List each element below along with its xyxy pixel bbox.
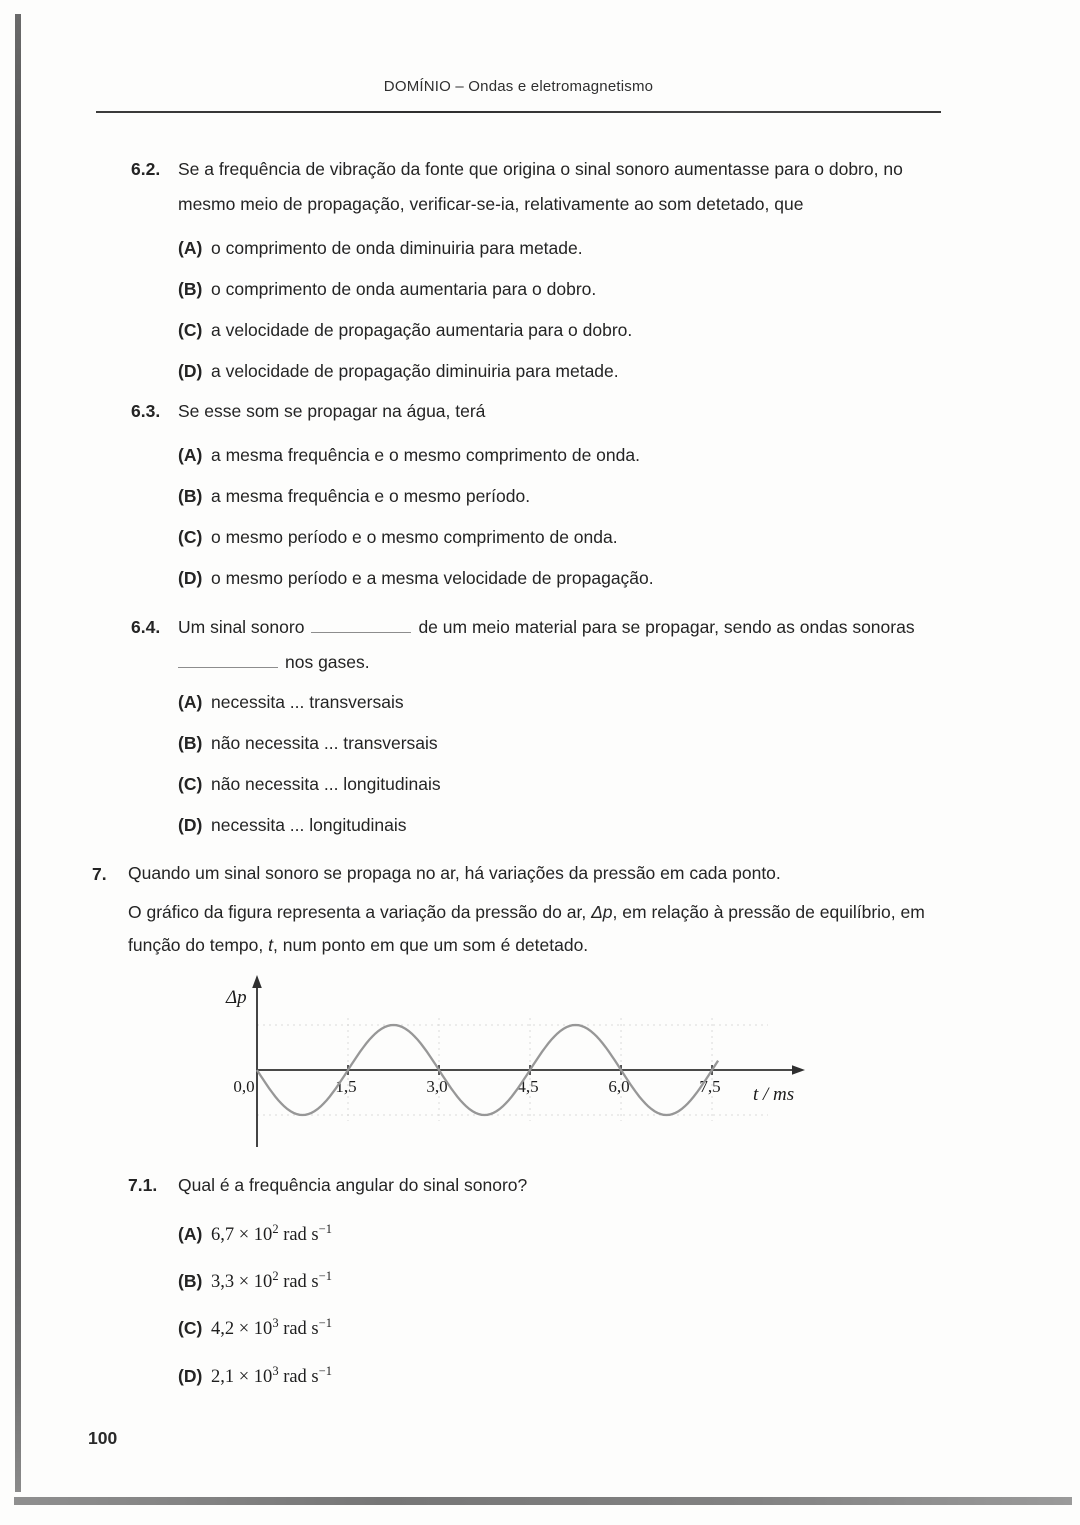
options-list — [178, 236, 947, 383]
option-letter: (B) — [178, 279, 203, 299]
question-number: 7. — [92, 864, 107, 884]
option-a — [178, 236, 947, 260]
option-text: o comprimento de onda aumentaria para o dobro. — [211, 279, 597, 299]
unit-exponent: −1 — [318, 1269, 332, 1284]
unit-exponent: −1 — [318, 1316, 332, 1331]
option-d — [178, 359, 947, 383]
scan-edge-left — [15, 14, 21, 1492]
option-value — [211, 1269, 332, 1293]
header-rule — [96, 111, 941, 113]
question-text: Qual é a frequência angular do sinal sonoro? — [178, 1175, 528, 1195]
stem-text: nos gases. — [285, 652, 370, 672]
option-value — [211, 1222, 332, 1246]
option-letter: (B) — [178, 733, 203, 753]
option-letter: (C) — [178, 1318, 203, 1339]
option-letter: (D) — [178, 1365, 203, 1386]
paragraph-text: , em relação à pressão de equilíbrio, em função do tempo, — [128, 902, 925, 955]
question-number: 6.2. — [131, 159, 161, 179]
svg-text:1,5: 1,5 — [335, 1077, 357, 1096]
option-text: necessita ... longitudinais — [211, 815, 407, 835]
unit-exponent: −1 — [318, 1222, 332, 1236]
option-d — [178, 566, 947, 590]
option-b — [178, 484, 947, 508]
paragraph-text: O gráfico da figura representa a variação da pressão do ar, — [128, 902, 592, 922]
option-d — [178, 813, 947, 837]
option-text: necessita ... transversais — [211, 692, 404, 712]
unit-exponent: −1 — [318, 1363, 332, 1378]
option-letter: (A) — [178, 1224, 203, 1245]
option-text: o mesmo período e o mesmo comprimento de onda. — [211, 527, 618, 547]
question-number: 6.4. — [131, 617, 161, 637]
svg-text:0,0: 0,0 — [233, 1077, 255, 1096]
option-text: a velocidade de propagação aumentaria para o dobro. — [211, 320, 633, 340]
question-7-1 — [128, 1168, 948, 1406]
question-number: 6.3. — [131, 401, 161, 421]
exponent: 3 — [272, 1363, 279, 1378]
stem-text: de um meio material para se propagar, sendo as ondas sonoras — [418, 617, 915, 637]
option-a — [178, 443, 947, 467]
y-axis-arrow — [252, 975, 262, 988]
question-7 — [92, 857, 976, 962]
option-letter: (C) — [178, 320, 203, 340]
option-d — [178, 1358, 948, 1388]
option-a — [178, 1217, 948, 1247]
x-axis-label: t / ms — [753, 1084, 795, 1105]
option-letter: (C) — [178, 774, 203, 794]
question-text: Se esse som se propagar na água, terá — [178, 401, 486, 421]
option-b — [178, 731, 947, 755]
options-list — [178, 443, 947, 590]
unit: rad s — [278, 1366, 319, 1387]
option-value — [211, 1363, 332, 1387]
option-letter: (B) — [178, 486, 203, 506]
option-letter: (D) — [178, 568, 203, 588]
svg-text:4,5: 4,5 — [517, 1077, 539, 1096]
option-b — [178, 1264, 948, 1294]
option-letter: (A) — [178, 445, 203, 465]
option-text: a mesma frequência e o mesmo período. — [211, 486, 531, 506]
option-letter: (D) — [178, 815, 203, 835]
question-6-3 — [131, 394, 947, 607]
coefficient: 3,3 × 10 — [211, 1272, 273, 1293]
option-text: a velocidade de propagação diminuiria para metade. — [211, 361, 619, 381]
svg-text:3,0: 3,0 — [426, 1077, 448, 1096]
option-text: não necessita ... transversais — [211, 733, 438, 753]
question-paragraph-2 — [128, 896, 976, 962]
scan-edge-bottom — [14, 1497, 1072, 1505]
fill-blank-2 — [178, 653, 278, 668]
option-text: a mesma frequência e o mesmo comprimento de onda. — [211, 445, 640, 465]
graph-canvas — [210, 966, 835, 1171]
option-c — [178, 772, 947, 796]
coefficient: 4,2 × 10 — [211, 1319, 273, 1340]
option-letter: (C) — [178, 527, 203, 547]
option-letter: (B) — [178, 1271, 203, 1292]
option-b — [178, 277, 947, 301]
option-c — [178, 318, 947, 342]
stem-text: Um sinal sonoro — [178, 617, 305, 637]
page-number: 100 — [88, 1428, 118, 1448]
question-6-4 — [131, 610, 947, 854]
option-letter: (D) — [178, 361, 203, 381]
unit: rad s — [278, 1319, 319, 1340]
question-paragraph-1: Quando um sinal sonoro se propaga no ar, há variações da pressão em cada ponto. — [128, 863, 781, 883]
unit: rad s — [278, 1272, 319, 1293]
y-axis-label: Δp — [226, 987, 247, 1008]
svg-text:6,0: 6,0 — [608, 1077, 630, 1096]
svg-text:7,5: 7,5 — [699, 1077, 721, 1096]
unit: rad s — [278, 1225, 319, 1246]
question-6-2 — [131, 152, 947, 400]
coefficient: 6,7 × 10 — [211, 1225, 273, 1246]
question-stem-line2 — [178, 645, 947, 680]
option-text: não necessita ... longitudinais — [211, 774, 441, 794]
option-letter: (A) — [178, 692, 203, 712]
paragraph-text: , num ponto em que um som é detetado. — [272, 935, 589, 955]
option-value — [211, 1316, 332, 1340]
question-stem-line1 — [178, 610, 947, 645]
delta-p-symbol: Δp — [591, 902, 613, 922]
fill-blank-1 — [311, 618, 411, 633]
x-axis-arrow — [792, 1065, 805, 1075]
option-text: o mesmo período e a mesma velocidade de propagação. — [211, 568, 654, 588]
page-header-title: DOMÍNIO – Ondas e eletromagnetismo — [383, 78, 654, 95]
option-a — [178, 690, 947, 714]
coefficient: 2,1 × 10 — [211, 1366, 273, 1387]
exponent: 2 — [272, 1269, 279, 1284]
option-c — [178, 1311, 948, 1341]
option-letter: (A) — [178, 238, 203, 258]
options-list — [178, 1217, 948, 1389]
option-text: o comprimento de onda diminuiria para metade. — [211, 238, 583, 258]
option-c — [178, 525, 947, 549]
question-text: Se a frequência de vibração da fonte que origina o sinal sonoro aumentasse para o dobro, no mesmo meio de propagação, verificar-se-ia, relativamente ao som detetado, que — [178, 159, 903, 214]
options-list — [178, 690, 947, 837]
exponent: 3 — [272, 1316, 279, 1331]
question-number: 7.1. — [128, 1175, 158, 1195]
exponent: 2 — [272, 1222, 279, 1236]
pressure-time-graph — [210, 966, 835, 1171]
t-symbol: t — [268, 935, 273, 955]
